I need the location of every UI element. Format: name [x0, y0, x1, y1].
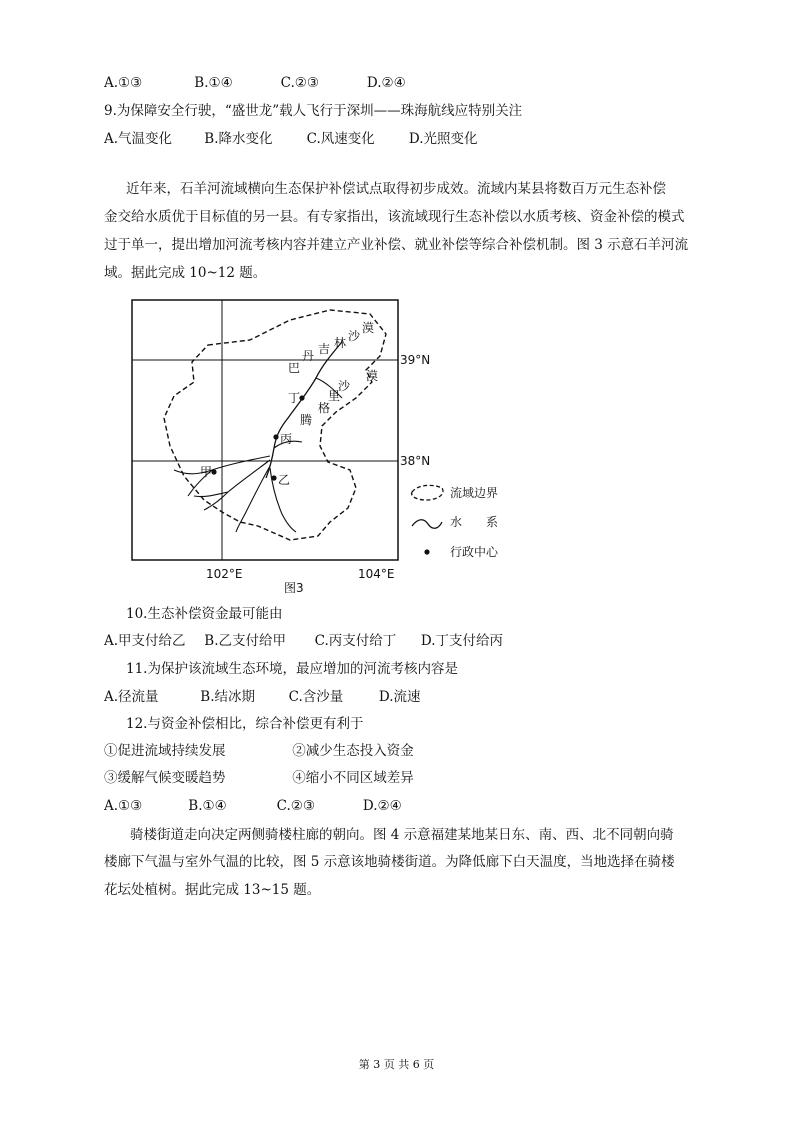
lon-label-104: 104°E	[358, 567, 395, 581]
q9-option-b: B.降水变化	[204, 131, 273, 147]
q12-option-b: B.①④	[188, 798, 227, 814]
lat-label-38: 38°N	[400, 454, 431, 468]
q12-item-2: ②减少生态投入资金	[292, 743, 414, 759]
q10-option-d: D.丁支付给丙	[420, 633, 504, 649]
desert2-char-1: 腾	[300, 413, 313, 427]
map-legend	[408, 480, 518, 566]
intro-10-12-line1: 近年来，石羊河流域横向生态保护补偿试点取得初步成效。流域内某县将数百万元生态补偿	[126, 181, 666, 197]
q12-option-a: A.①③	[104, 798, 143, 814]
intro-13-15-line1: 骑楼街道走向决定两侧骑楼柱廊的朝向。图 4 示意福建某地某日东、南、西、北不同朝向骑	[130, 827, 674, 843]
shiyang-river-basin-map	[130, 300, 431, 600]
desert1-char-3: 吉	[318, 342, 331, 356]
desert1-char-4: 林	[334, 336, 347, 350]
label-jia: 甲	[200, 465, 213, 479]
river-tributary-3	[236, 466, 270, 532]
legend-water-icon	[412, 520, 442, 529]
lon-label-102: 102°E	[206, 567, 243, 581]
q9-option-d: D.光照变化	[408, 131, 478, 147]
desert1-char-5: 沙	[348, 329, 361, 343]
admin-center-yi	[271, 475, 276, 480]
q8-options	[104, 74, 406, 92]
q10-stem: 10.生态补偿资金最可能由	[126, 606, 283, 622]
q11-option-b: B.结冰期	[200, 689, 256, 705]
admin-center-bing	[273, 434, 278, 439]
desert1-char-6: 漠	[362, 321, 375, 335]
legend-boundary-icon	[412, 485, 443, 500]
q12-item-1: ①促进流域持续发展	[104, 743, 226, 759]
q10-option-a: A.甲支付给乙	[104, 633, 186, 649]
q11-option-c: C.含沙量	[288, 689, 344, 705]
legend-water-label: 水 系	[450, 515, 499, 529]
q10-options	[104, 632, 503, 650]
admin-center-ding	[299, 395, 304, 400]
desert2-char-4: 沙	[338, 379, 351, 393]
q12-option-d: D.②④	[362, 798, 402, 814]
q11-stem: 11.为保护该流域生态环境，最应增加的河流考核内容是	[126, 661, 458, 677]
legend-admin-icon	[424, 549, 429, 554]
q12-item-3: ③缓解气候变暖趋势	[104, 770, 226, 786]
label-bing: 丙	[280, 432, 293, 446]
q8-option-d: D.②④	[366, 75, 406, 91]
q9-options	[104, 130, 478, 148]
basin-boundary	[164, 310, 386, 540]
admin-center-jia	[211, 469, 216, 474]
desert1-char-2: 丹	[302, 349, 315, 363]
desert1-char-1: 巴	[288, 361, 301, 375]
intro-13-15-line3: 花坛处植树。据此完成 13~15 题。	[104, 882, 321, 898]
q9-option-a: A.气温变化	[104, 131, 173, 147]
q12-items-row2	[104, 769, 414, 787]
q12-options	[104, 797, 402, 815]
q9-option-c: C.风速变化	[306, 131, 375, 147]
q12-items-row1	[104, 742, 414, 760]
q11-option-d: D.流速	[378, 689, 421, 705]
label-ding: 丁	[288, 391, 301, 405]
q10-option-b: B.乙支付给甲	[204, 633, 287, 649]
figure-caption: 图3	[284, 581, 304, 595]
page-footer: 第 3 页 共 6 页	[358, 1058, 435, 1071]
q12-item-4: ④缩小不同区域差异	[292, 770, 414, 786]
q11-options	[104, 688, 421, 706]
q12-stem: 12.与资金补偿相比，综合补偿更有利于	[126, 716, 364, 732]
river-tributary-8	[194, 492, 228, 497]
desert2-char-2: 格	[318, 401, 331, 415]
q8-option-c: C.②③	[280, 75, 319, 91]
intro-10-12-line2: 金交给水质优于目标值的另一县。有专家指出，该流域现行生态补偿以水质考核、资金补偿的模式	[104, 209, 685, 225]
q11-option-a: A.径流量	[104, 689, 159, 705]
q10-option-c: C.丙支付给丁	[314, 633, 397, 649]
intro-13-15-line2: 楼廊下气温与室外气温的比较，图 5 示意该地骑楼街道。为降低廊下白天温度，当地选择在骑楼	[104, 854, 675, 870]
q8-option-a: A.①③	[104, 75, 143, 91]
q8-option-b: B.①④	[194, 75, 233, 91]
legend-admin-label: 行政中心	[450, 545, 499, 559]
desert2-char-3: 里	[328, 389, 341, 403]
intro-10-12-line3: 过于单一，提出增加河流考核内容并建立产业补偿、就业补偿等综合补偿机制。图 3 示意石羊河流	[104, 237, 689, 253]
intro-10-12-line4: 域。据此完成 10~12 题。	[104, 265, 267, 281]
lat-label-39: 39°N	[400, 353, 431, 367]
q9-stem: 9.为保障安全行驶，“盛世龙”载人飞行于深圳——珠海航线应特别关注	[104, 103, 523, 119]
legend-boundary-label: 流域边界	[450, 486, 499, 500]
label-yi: 乙	[278, 473, 291, 487]
q12-option-c: C.②③	[276, 798, 315, 814]
desert2-char-5: 漠	[366, 369, 379, 383]
